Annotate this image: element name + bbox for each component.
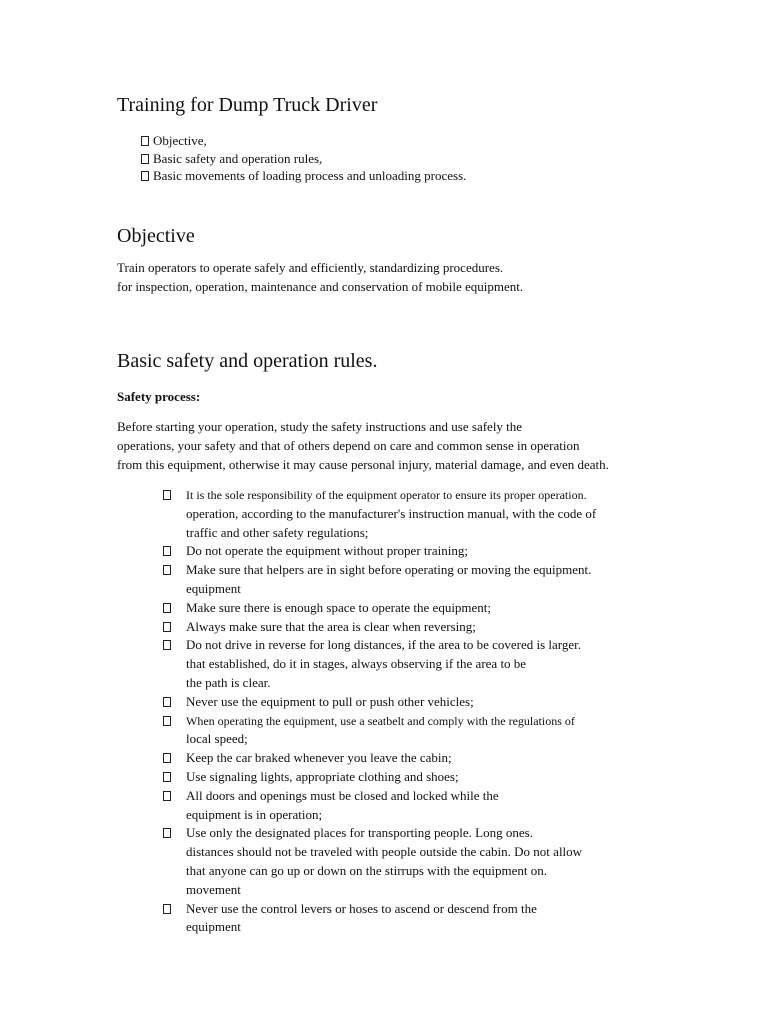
list-item: Always make sure that the area is clear when reversing; bbox=[163, 618, 643, 637]
list-item: Never use the equipment to pull or push other vehicles; bbox=[163, 693, 643, 712]
list-item: When operating the equipment, use a seatbelt and comply with the regulations of local speed; bbox=[163, 712, 643, 750]
checkbox-bullet-icon bbox=[163, 697, 171, 707]
document-title: Training for Dump Truck Driver bbox=[117, 94, 378, 116]
checkbox-bullet-icon bbox=[163, 904, 171, 914]
list-item: Never use the control levers or hoses to ascend or descend from the equipment bbox=[163, 900, 643, 938]
checkbox-bullet-icon bbox=[163, 716, 171, 726]
list-item: Make sure there is enough space to operate the equipment; bbox=[163, 599, 643, 618]
toc-item: Basic safety and operation rules, bbox=[141, 150, 466, 168]
list-item: Keep the car braked whenever you leave the cabin; bbox=[163, 749, 643, 768]
checkbox-bullet-icon bbox=[163, 640, 171, 650]
list-item: Make sure that helpers are in sight before operating or moving the equipment. equipment bbox=[163, 561, 643, 599]
checkbox-bullet-icon bbox=[141, 136, 149, 146]
table-of-contents bbox=[141, 132, 466, 185]
safety-intro-paragraph bbox=[117, 417, 609, 474]
list-item: All doors and openings must be closed and locked while the equipment is in operation; bbox=[163, 787, 643, 825]
list-item: It is the sole responsibility of the equipment operator to ensure its proper operation. operation, according to the manufacturer's instruction manual, with the code of traffic and other safety regulations; bbox=[163, 486, 643, 542]
safety-subheading: Safety process: bbox=[117, 389, 201, 404]
list-item: Do not drive in reverse for long distances, if the area to be covered is larger. that established, do it in stages, always observing if the area to be the path is clear. bbox=[163, 636, 643, 692]
safety-heading: Basic safety and operation rules. bbox=[117, 350, 378, 372]
checkbox-bullet-icon bbox=[141, 154, 149, 164]
checkbox-bullet-icon bbox=[163, 791, 171, 801]
paragraph-line: from this equipment, otherwise it may cause personal injury, material damage, and even death. bbox=[117, 457, 609, 472]
checkbox-bullet-icon bbox=[141, 171, 149, 181]
checkbox-bullet-icon bbox=[163, 828, 171, 838]
checkbox-bullet-icon bbox=[163, 772, 171, 782]
paragraph-line: Train operators to operate safely and efficiently, standardizing procedures. bbox=[117, 260, 504, 275]
checkbox-bullet-icon bbox=[163, 753, 171, 763]
list-item: Use signaling lights, appropriate clothing and shoes; bbox=[163, 768, 643, 787]
paragraph-line: operations, your safety and that of others depend on care and common sense in operation bbox=[117, 438, 580, 453]
checkbox-bullet-icon bbox=[163, 565, 171, 575]
toc-item: Objective, bbox=[141, 132, 466, 150]
objective-heading: Objective bbox=[117, 225, 195, 247]
checkbox-bullet-icon bbox=[163, 622, 171, 632]
toc-item: Basic movements of loading process and unloading process. bbox=[141, 167, 466, 185]
checkbox-bullet-icon bbox=[163, 490, 171, 500]
list-item: Do not operate the equipment without proper training; bbox=[163, 542, 643, 561]
paragraph-line: Before starting your operation, study the safety instructions and use safely the bbox=[117, 419, 523, 434]
safety-rules-list bbox=[163, 486, 643, 937]
list-item: Use only the designated places for transporting people. Long ones. distances should not be traveled with people outside the cabin. Do not allow that anyone can go up or down on the stirrups with the equipment on. movement bbox=[163, 824, 643, 899]
checkbox-bullet-icon bbox=[163, 546, 171, 556]
objective-paragraph bbox=[117, 258, 523, 296]
paragraph-line: for inspection, operation, maintenance and conservation of mobile equipment. bbox=[117, 279, 524, 294]
checkbox-bullet-icon bbox=[163, 603, 171, 613]
